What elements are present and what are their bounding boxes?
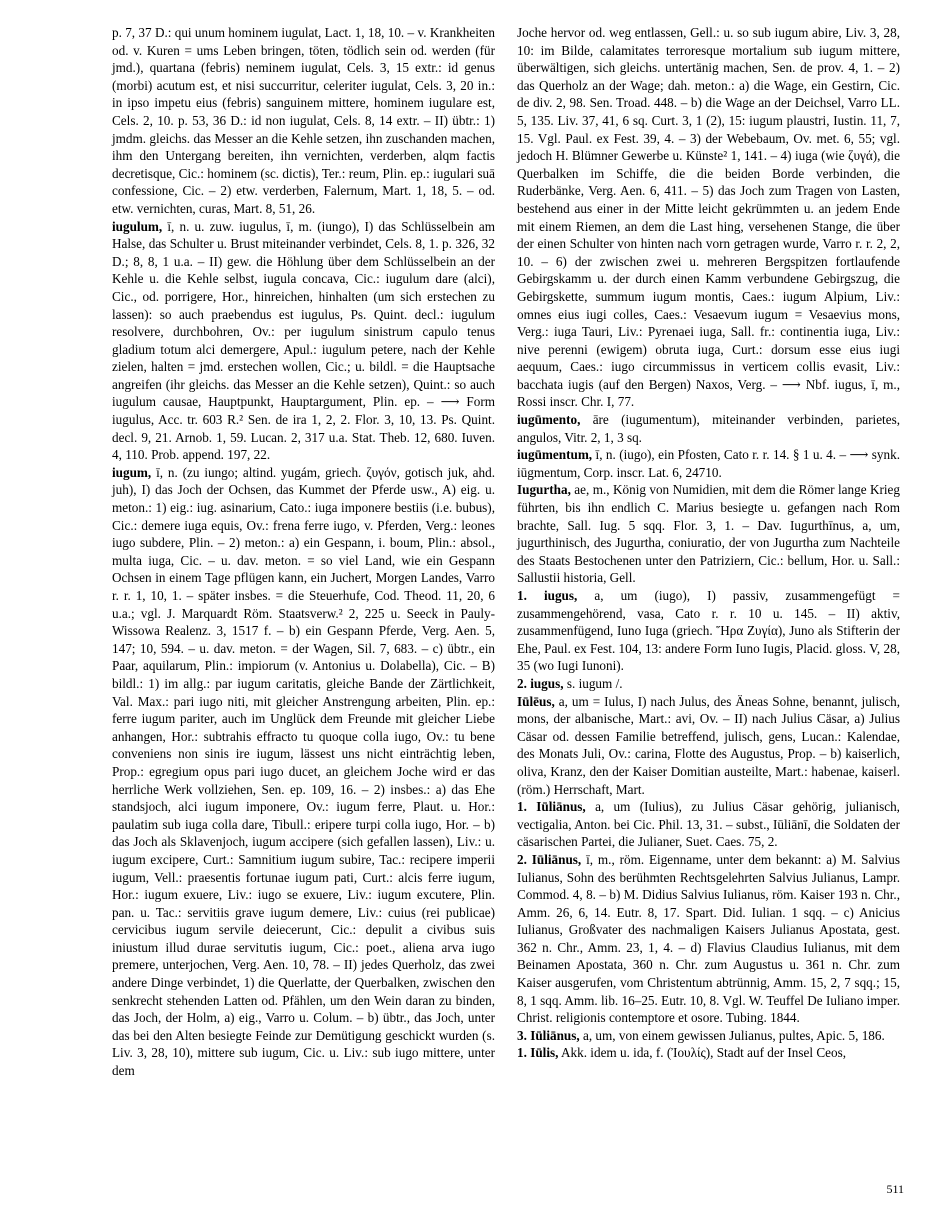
- entry-iugus-1: [517, 587, 900, 675]
- entry-headword: iugūmento,: [517, 412, 581, 428]
- entry-headword: 1. Iūlis,: [517, 1045, 559, 1061]
- entry-headword: Iūlēus,: [517, 693, 555, 709]
- entry-headword: 2. Iūliānus,: [517, 851, 582, 867]
- entry-body: s. iugum /.: [566, 675, 623, 691]
- entry-iugumentum: [517, 446, 900, 481]
- entry-headword: 1. iugus,: [517, 588, 578, 603]
- entry-iugus-2: [517, 675, 900, 693]
- left-column: [112, 24, 495, 1080]
- entry-headword: 1. Iūliānus,: [517, 799, 586, 815]
- entry-body: ī, n. u. zuw. iugulus, ī, m. (iungo), I) das Schlüsselbein am Halse, das Schulter u. Brust miteinander verbindet, Cels. 8, 1. p. 326, 32 D.; 8, 8, 1 u.a. – II) gew. die Höhlung über dem Schlüsselbein an der Kehle u. die Kehle selbst, iugula concava, Cic.: iugulum dare (alci), Cic., od. porrigere, Hor., hinreichen, hinhalten (um sich erstechen zu lassen): so auch praebendus est iugulus, Ps. Quint. decl.: iugulum resolvere, durchbohren, Ov.: per iugulum sinistrum capulo tenus gladium totum alci demergere, Apul.: iugulum petere, nach der Kehle zielen, halten = jmd. erstechen wollen, Cic.; u. bildl. = die Hauptsache angreifen (ihr gleichs. das Messer an die Kehle setzen), Quint.: so auch iugulum causae, Hauptpunkt, Hauptargument, Plin. ep. – ⟶ Form iugulus, Acc. tr. 603 R.² Sen. de ira 1, 2, 2. Flor. 3, 10, 13. Ps. Quint. decl. 9, 21. Arnob. 1, 59. Lucan. 2, 317 u.a. Stat. Theb. 12, 680. Iuven. 4, 110. Prob. append. 197, 22.: [112, 218, 495, 463]
- entry-body: a, um (Iulius), zu Julius Cäsar gehörig, julianisch, vectigalia, Anton. bei Cic. Phil. 13, 31. – subst., Iūliānī, die Soldaten der cäsarischen Partei, die Julianer, Suet. Caes. 75, 2.: [517, 799, 900, 850]
- entry-headword: iugulum,: [112, 218, 163, 234]
- entry-iulianus-1: [517, 798, 900, 851]
- entry-continuation: Joche hervor od. weg entlassen, Gell.: u. so sub iugum abire, Liv. 3, 28, 10: im Bilde, calamitates terroresque mortalium sub iugum mittere, überwältigen, sich gleichs. untertänig machen, Sen. de prov. 4, 1. – 2) das Querholz an der Wage; dah. meton.: a) die Wage, ein Gestirn, Cic. de div. 2, 98. Sen. Troad. 448. – b) die Wage an der Deichsel, Varro LL. 5, 135. Liv. 37, 41, 6 sq. Curt. 3, 1 (2), 15: iugum plaustri, Iustin. 11, 7, 15. Vgl. Paul. ex Fest. 39, 4. – 3) der Webebaum, Ov. met. 6, 55; vgl. jedoch H. Blümner Gewerbe u. Künste² 1, 141. – 4) iuga (wie ζυγά), die Querbalken im Schiffe, die die beiden Borde verbinden, die Ruderbänke, Verg. Aen. 6, 411. – 5) das Joch zum Tragen von Lasten, bestehend aus einer in der Mitte leicht gekrümmten u. an jedem Ende mit einem Riemen, an dem die Last hing, versehenen Stange, die über der einen Schulter von hinten nach vorn getragen wurde, Varro r. r. 2, 2, 10. – 6) der zwischen zwei u. mehreren Bergspitzen fortlaufende Gebirgskamm u. der durch einen Kamm verbundene Gebirgszug, die Gebirgskette, summum iugum montis, Caes.: iugum Alpium, Liv.: omnes eius iugi colles, Caes.: Vesaevum iugum = Vesaevius mons, Verg.: iuga Tauri, Liv.: Pyrenaei iuga, Sall. fr.: continentia iuga, Liv.: nive perenni (ewigem) obruta iuga, Curt.: dorsum esse eius iugi aequum, Caes.: iugo circummissus in verticem collis evasit, Liv.: bacchata iugis (auf den Bergen) Naxos, Verg. – ⟶ Nbf. iugus, ī, m., Rossi inscr. Chr. I, 77.: [517, 25, 900, 410]
- entry-headword: 2. iugus,: [517, 675, 564, 691]
- entry-headword: iugum,: [112, 464, 152, 480]
- entry-iugulum: [112, 218, 495, 464]
- entry-headword: 3. Iūliānus,: [517, 1027, 580, 1043]
- right-column: [517, 24, 900, 1062]
- entry-body: a, um, von einem gewissen Julianus, pultes, Apic. 5, 186.: [582, 1027, 885, 1043]
- entry-body: Akk. idem u. ida, f. (Ἰουλίς), Stadt auf der Insel Ceos,: [561, 1045, 846, 1061]
- entry-iulianus-2: [517, 851, 900, 1027]
- entry-body: ī, m., röm. Eigenname, unter dem bekannt: a) M. Salvius Iulianus, Sohn des berühmten Rechtsgelehrten Salvius Julianus, Lampr. Commod. 4, 8. – b) M. Didius Salvius Iulianus, röm. Kaiser 193 n. Chr., Amm. 26, 6, 14. Eutr. 8, 17. Spart. Did. Iulian. 1 sqq. – c) Anicius Iulianus, Großvater des nachmaligen Kaisers Julianus Apostata, gest. 362 n. Chr., Amm. 23, 1, 4. – d) Flavius Claudius Iulianus, mit dem Beinamen Apostata, 360 n. Chr. zum Augustus u. 361 n. Chr. zum Kaiser ausgerufen, vom Christentum abtrünnig, Amm. 15, 2, 7 sqq.; 15, 8, 1 sqq. Amm. lib. 16–25. Eutr. 10, 8. Vgl. W. Teuffel De Iuliano imper. Christ. religionis contemptore et osore. Tubing. 1844.: [517, 851, 901, 1026]
- entry-headword: iugūmentum,: [517, 447, 593, 463]
- entry-body: a, um (iugo), I) passiv, zusammengefügt = zusammengehörend, vasa, Cato r. r. 10 u. 145. – II) aktiv, zusammenfügend, Iuno Iuga (griech. Ἥρα Ζυγία), Juno als Stifterin der Ehe, Paul. ex Fest. 104, 13: andere Form Iuno Iugis, Placid. gloss. V, 28, 35 (wo Iugi Iunoni).: [517, 588, 900, 674]
- entry-body: ae, m., König von Numidien, mit dem die Römer lange Krieg führten, bis ihn endlich C. Marius besiegte u. gefangen nach Rom brachte, Sall. Iug. 5 sqq. Flor. 3, 1. – Dav. Iugurthīnus, a, um, jugurthinisch, des Jugurtha, coniuratio, der von Jugurtha zum Nachteile des Staats Bestochenen unter den Patriziern, Cic.: bellum, Hor. u. Sall.: Sallustii historia, Gell.: [517, 482, 900, 586]
- entry-iugurtha: [517, 481, 900, 587]
- entry-iugum: [112, 464, 495, 1080]
- page-number: 511: [886, 1182, 904, 1196]
- entry-headword: Iugurtha,: [517, 482, 571, 498]
- entry-iulis-1: [517, 1044, 900, 1062]
- entry-body: āre (iugumentum), miteinander verbinden, parietes, angulos, Vitr. 2, 1, 3 sq.: [517, 412, 901, 445]
- entry-continuation: p. 7, 37 D.: qui unum hominem iugulat, Lact. 1, 18, 10. – v. Krankheiten od. v. Kuren = ums Leben bringen, töten, tödlich sein od. werden (für jmd.), quartana (febris) neminem iugulat, Cels. 3, 15 extr.: id genus (morbi) acutum est, et nisi succurritur, celeriter iugulat, Cels. 3, 20 in.: in ipso impetu eius (febris) sanguinem mittere, hominem iugulare est, Cels. 2, 10. p. 53, 36 D.: id non iugulat, Cels. 8, 14 extr. – II) übtr.: 1) jmdm. gleichs. das Messer an die Kehle setzen, ihn zuschanden machen, ihm den Untergang bereiten, ihn vernichten, verderben, alqm factis decretisque, Cic.: hominem (sc. dictis), Ter.: reum, Plin. ep.: iugulari suā confessione, Cic. – 2) etw. verderben, Falernum, Mart. 1, 18, 5. – od. etw. vernichten, curas, Mart. 8, 51, 26.: [112, 25, 495, 216]
- entry-iuleus: [517, 693, 900, 799]
- entry-body: a, um = Iulus, I) nach Julus, des Äneas Sohne, benannt, julisch, mons, der albanische, Mart.: avi, Ov. – II) nach Julius Cäsar, a) Julius Cäsar od. dessen Familie betreffend, julisch, gens, Lucan.: Kalendae, des Monats Juli, Ov.: carina, Flotte des Augustus, Prop. – b) kaiserlich, oliva, Kranz, den der Kaiser Domitian austeilte, Mart.: habenae, kaiserl. (röm.) Herrschaft, Mart.: [517, 693, 900, 797]
- entry-body: ī, n. (iugo), ein Pfosten, Cato r. r. 14. § 1 u. 4. – ⟶ synk. iūgmentum, Corp. inscr. Lat. 6, 24710.: [517, 447, 901, 480]
- entry-iugumento: [517, 411, 900, 446]
- entry-body: ī, n. (zu iungo; altind. yugám, griech. ζυγόν, gotisch juk, ahd. juh), I) das Joch der Ochsen, das Kummet der Pferde usw., A) eig. u. meton.: 1) eig.: iug. asinarium, Cato.: iuga imponere bestiis (i.e. bubus), Cic.: demere iuga equis, Ov.: frena ferre iugo, v. Pferden, Verg.: leones iugo subdere, Plin. – 2) meton.: a) ein Gespann, i. boum, Plin.: absol., multa iuga, Cic. – u. dav. meton. = so viel Land, wie ein Gespann Ochsen in einem Tage pflügen kann, ein Juchert, Morgen Landes, Varro r. r. 1, 10, 1. – später insbes. = die Steuerhufe, Cod. Theod. 11, 20, 6 u.a.; vgl. J. Marquardt Röm. Staatsverw.² 2, 225 u. Seeck in Pauly-Wissowa Realenz. 3, 1517 f. – b) ein Gespann Pferde, Verg. Aen. 5, 147; 10, 594. – u. dav. meton. = der Wagen, Sil. 7, 683. – c) übtr., ein Paar, aquilarum, Plin.: impiorum (v. Antonius u. Dolabella), Cic. – B) bildl.: 1) im allg.: par iugum caritatis, gleiche Bande der Zärtlichkeit, Val. Max.: pari iugo niti, mit gleicher Anstrengung arbeiten, Plin. ep.: ferre iugum pariter, auch im Unglück dem Freunde mit gleicher Liebe anhangen, Hor.: subtrahis effracto tu quoque colla iugo, Ov.: tu bene conveniens non sinis ire iugum, lässest uns nicht einträchtig leben, Prop.: egregium opus pari iugo ducet, an gleichem Joche wird er das herrliche Werk vollziehen, Sen. ep. 109, 16. – 2) insbes.: a) das Ehe standsjoch, alci iugum imponere, Ov.: iugum ferre, Plaut. u. Hor.: paulatim sub iuga colla dare, Tibull.: eripere turpi colla iugo, Hor. – b) das Joch als Sklavenjoch, iugum accipere (sich gefallen lassen), Liv.: u. iugum excipere, Curt.: Samnitium iugum subire, Tac.: recipere imperii iugum, Vell.: praesentis fortunae iugum pati, Curt.: alcis ferre iugum, Hor.: iugum exuere, Liv.: iugo se exuere, Liv.: iugum excutere, Plin. pan. u. Tac.: servitiis grave iugum demere, Liv.: cuius (rei publicae) cervicibus iugum servile deiecerunt, Cic.: depulit a civibus suis iniustum illud durae servitutis iugum, Cic.: poet., aliena arva iugo premere, unterjochen, Verg. Aen. 10, 78. – II) jedes Querholz, das zwei andere Dinge verbindet, 1) die Querlatte, der Querbalken, zwischen den senkrecht stehenden Latten od. Pfählen, um den Wein daran zu binden, das Joch, der Holm, a) eig., Varro u. Colum. – b) übtr., das Joch, unter das bei den Alten besiegte Feinde zur Demütigung geschickt wurden (s. Liv. 3, 28, 10), mittere sub iugum, Cic. u. Liv.: sub iugo mittere, unter dem: [112, 464, 495, 1079]
- entry-iulianus-3: [517, 1027, 900, 1045]
